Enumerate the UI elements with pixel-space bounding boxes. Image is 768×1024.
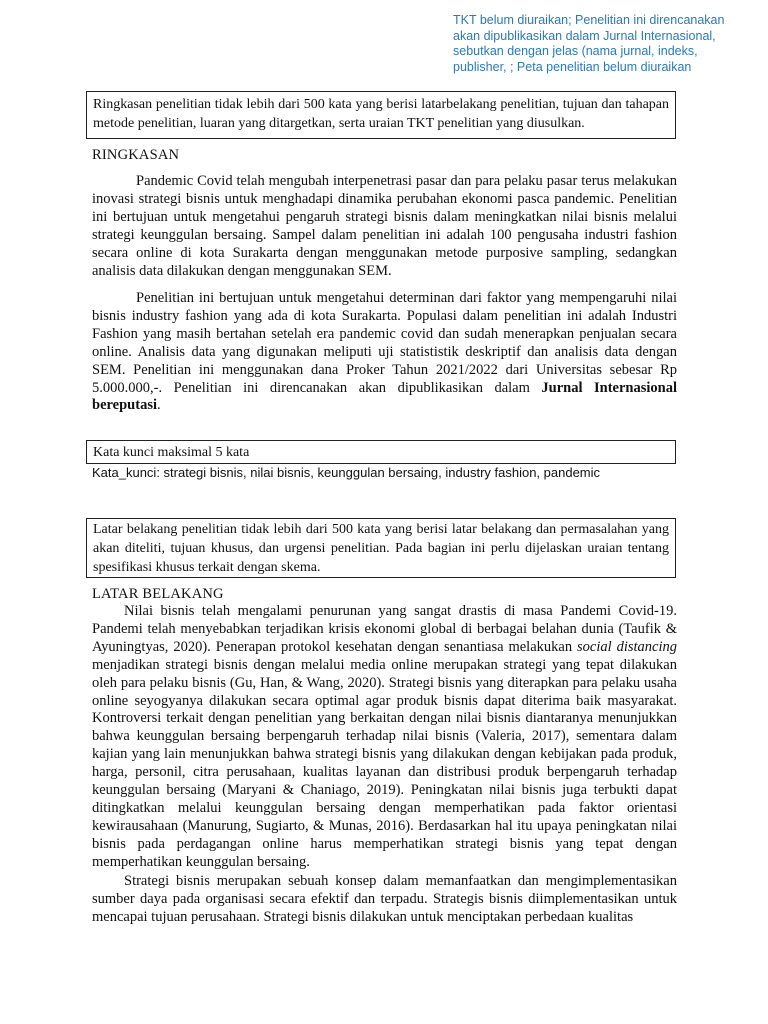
latar-belakang-heading: LATAR BELAKANG bbox=[92, 586, 224, 602]
ringkasan-heading: RINGKASAN bbox=[92, 147, 180, 163]
keywords-instruction-box: Kata kunci maksimal 5 kata bbox=[86, 440, 676, 464]
latar-paragraph-1-text-a: Nilai bisnis telah mengalami penurunan yang sangat drastis di masa Pandemi Covid-19. Pandemi telah menyebabkan terjadikan krisis ekonomi global di berbagai belahan dunia (Taufik & Ayuningtyas, 2020). Penerapan protokol kesehatan dengan senantiasa melakukan bbox=[92, 603, 677, 655]
latar-paragraph-1 bbox=[92, 603, 677, 872]
latar-paragraph-2 bbox=[92, 873, 677, 927]
ringkasan-paragraph-1 bbox=[92, 173, 677, 280]
ringkasan-paragraph-2-bold: Jurnal Internasional bereputasi bbox=[92, 379, 677, 414]
background-instruction-box: Latar belakang penelitian tidak lebih dari 500 kata yang berisi latar belakang dan permasalahan yang akan diteliti, tujuan khusus, dan urgensi penelitian. Pada bagian ini perlu dijelaskan uraian tentang spesifikasi khusus terkait dengan skema. bbox=[86, 518, 676, 578]
latar-paragraph-1-italic: social distancing bbox=[577, 638, 678, 655]
summary-instruction-box: Ringkasan penelitian tidak lebih dari 500 kata yang berisi latarbelakang penelitian, tujuan dan tahapan metode penelitian, luaran yang ditargetkan, serta uraian TKT penelitian yang diusulkan. bbox=[86, 91, 676, 139]
ringkasan-paragraph-2-end: . bbox=[157, 397, 161, 414]
latar-paragraph-2-text: Strategi bisnis merupakan sebuah konsep dalam memanfaatkan dan mengimplementasikan sumber daya pada organisasi secara efektif dan terpadu. Strategis bisnis diimplementasikan untuk mencapai tujuan perusahaan. Strategi bisnis dilakukan untuk menciptakan perbedaan kualitas bbox=[92, 873, 677, 925]
ringkasan-paragraph-2-text: Penelitian ini bertujuan untuk mengetahui determinan dari faktor yang mempengaruhi nilai bisnis industry fashion yang ada di kota Surakarta. Populasi dalam penelitian ini adalah Industri Fashion yang masih bertahan setelah era pandemic covid dan sudah menerapkan penjualan secara online. Analisis data yang digunakan meliputi uji statististik deskriptif dan analisis data dengan SEM. Penelitian ini menggunakan dana Proker Tahun 2021/2022 dari Universitas sebesar Rp 5.000.000,-. Penelitian ini direncanakan akan dipublikasikan dalam bbox=[92, 290, 677, 396]
reviewer-comment: TKT belum diuraikan; Penelitian ini direncanakan akan dipublikasikan dalam Jurnal Internasional, sebutkan dengan jelas (nama jurnal, indeks, publisher, ; Peta penelitian belum diuraikan bbox=[453, 13, 725, 74]
latar-paragraph-1-text-b: menjadikan strategi bisnis dengan melalui media online merupakan strategi yang tepat dilakukan oleh para pelaku bisnis (Gu, Han, & Wang, 2020). Strategi bisnis yang diterapkan para pelaku usaha online seyogyanya dilakukan secara optimal agar produk bisnis dapat diterima baik masyarakat. Kontroversi terkait dengan penelitian yang berkaitan dengan nilai bisnis diantaranya menunjukkan bahwa keunggulan bersaing berpengaruh terhadap nilai bisnis (Valeria, 2017), sementara dalam kajian yang lain menunjukkan bahwa strategi bisnis yang dilakukan dengan kebijakan pada produk, harga, personil, citra perusahaan, kualitas layanan dan distribusi produk berpengaruh terhadap keunggulan bersaing (Maryani & Chaniago, 2019). Peningkatan nilai bisnis juga terbukti dapat ditingkatkan melalui keunggulan bersaing dengan memperhatikan pada faktor orientasi kewirausahaan (Manurung, Sugiarto, & Munas, 2016). Berdasarkan hal itu upaya peningkatan nilai bisnis pada perdagangan online harus memperhatikan strategi bisnis yang tepat dengan memperhatikan keunggulan bersaing. bbox=[92, 656, 677, 870]
ringkasan-paragraph-1-text: Pandemic Covid telah mengubah interpenetrasi pasar dan para pelaku pasar terus melakukan inovasi strategi bisnis untuk menghadapi dinamika perubahan ekonomi pasca pandemic. Penelitian ini bertujuan untuk mengetahui pengaruh strategi bisnis dalam meningkatkan nilai bisnis melalui strategi keunggulan bersaing. Sampel dalam penelitian ini adalah 100 pengusaha industri fashion secara online di kota Surakarta dengan menggunakan metode purposive sampling, sedangkan analisis data dilakukan dengan menggunakan SEM. bbox=[92, 173, 677, 279]
ringkasan-paragraph-2 bbox=[92, 290, 677, 415]
keywords-line: Kata_kunci: strategi bisnis, nilai bisnis, keunggulan bersaing, industry fashion, pandemic bbox=[92, 465, 601, 480]
